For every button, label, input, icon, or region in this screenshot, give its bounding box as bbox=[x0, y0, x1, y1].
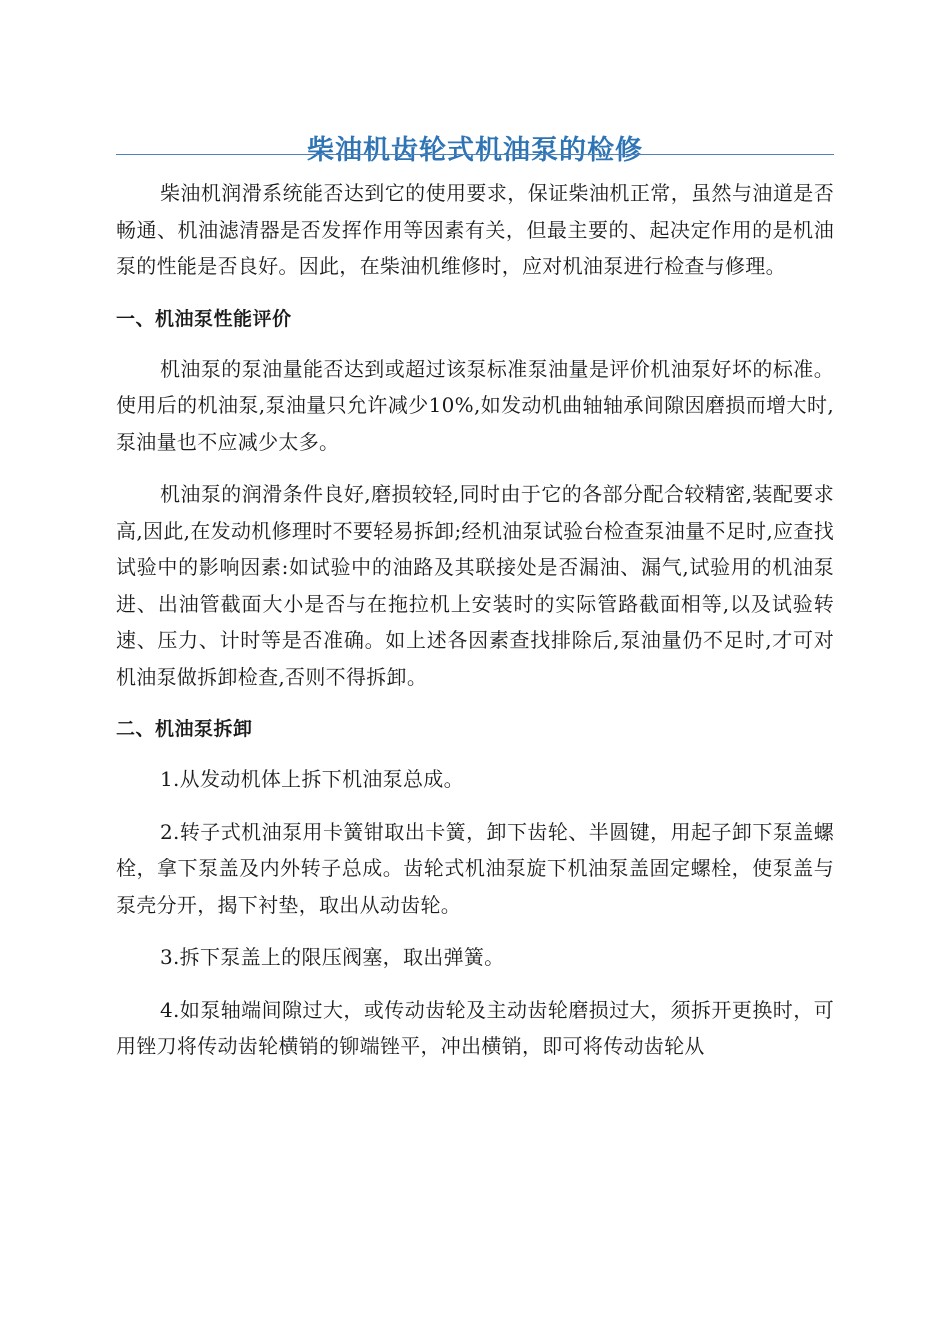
step-item: 3.拆下泵盖上的限压阀塞，取出弹簧。 bbox=[160, 945, 505, 969]
step-item: 4.如泵轴端间隙过大，或传动齿轮及主动齿轮磨损过大，须拆开更换时，可用锉刀将传动齿轮横销的铆端锉平，冲出横销，即可将传动齿轮从 bbox=[116, 997, 834, 1058]
step-item: 1.从发动机体上拆下机油泵总成。 bbox=[160, 767, 464, 791]
paragraph: 机油泵的润滑条件良好,磨损较轻,同时由于它的各部分配合较精密,装配要求高,因此,在发动机修理时不要轻易拆卸;经机油泵试验台检查泵油量不足时,应查找试验中的影响因素:如试验中的油路及其联接处是否漏油、漏气,试验用的机油泵进、出油管截面大小是否与在拖拉机上安装时的实际管路截面相等,以及试验转速、压力、计时等是否准确。如上述各因素查找排除后,泵油量仍不足时,才可对机油泵做拆卸检查,否则不得拆卸。 bbox=[116, 482, 834, 689]
section-heading-performance: 一、机油泵性能评价 bbox=[116, 307, 292, 330]
intro-paragraph: 柴油机润滑系统能否达到它的使用要求，保证柴油机正常，虽然与油道是否畅通、机油滤清器是否发挥作用等因素有关，但最主要的、起决定作用的是机油泵的性能是否良好。因此，在柴油机维修时，应对机油泵进行检查与修理。 bbox=[116, 181, 834, 278]
document-body bbox=[116, 175, 834, 1081]
document-title: 柴油机齿轮式机油泵的检修 bbox=[307, 135, 643, 167]
step-item: 2.转子式机油泵用卡簧钳取出卡簧，卸下齿轮、半圆键，用起子卸下泵盖螺栓，拿下泵盖及内外转子总成。齿轮式机油泵旋下机油泵盖固定螺栓，使泵盖与泵壳分开，揭下衬垫，取出从动齿轮。 bbox=[116, 819, 834, 917]
title-underline bbox=[116, 154, 834, 155]
paragraph: 机油泵的泵油量能否达到或超过该泵标准泵油量是评价机油泵好坏的标准。使用后的机油泵,泵油量只允许减少10%,如发动机曲轴轴承间隙因磨损而增大时,泵油量也不应减少太多。 bbox=[116, 356, 834, 454]
section-heading-disassembly: 二、机油泵拆卸 bbox=[116, 718, 253, 740]
